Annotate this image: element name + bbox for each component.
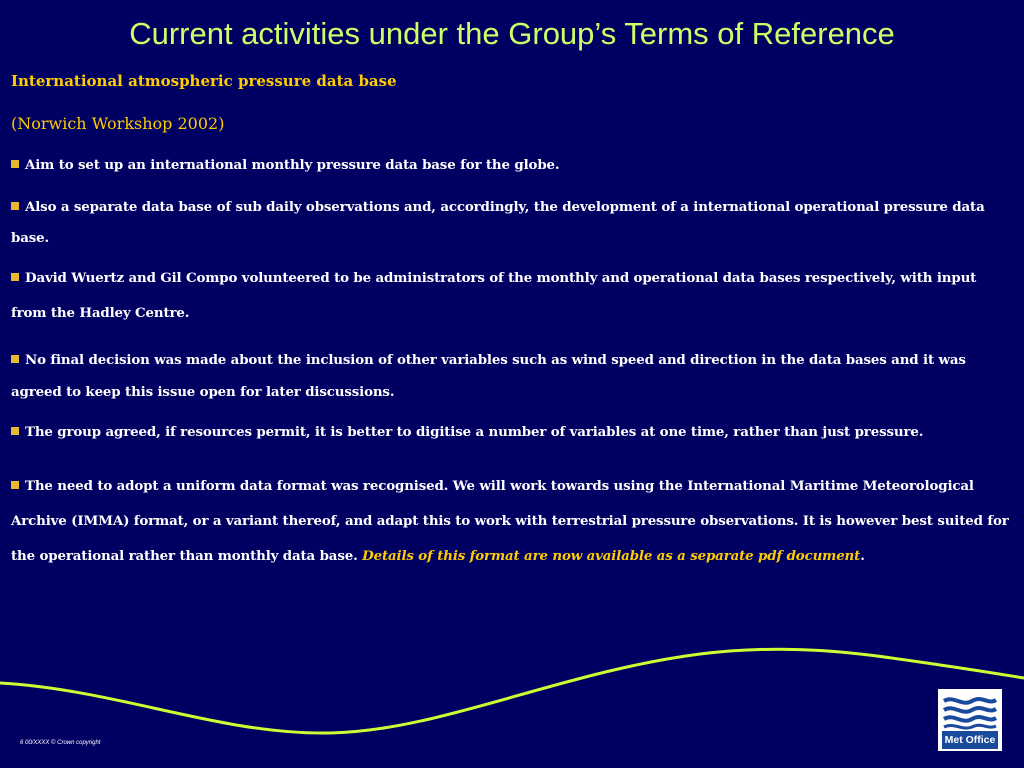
bullet-text: No final decision was made about the inclusion of other variables such as wind speed and direction in the data bases and it was agreed to keep this issue open for later discussions. xyxy=(11,352,966,400)
met-office-logo xyxy=(938,689,1002,751)
slide-title: Current activities under the Group’s Terms of Reference xyxy=(129,16,895,51)
bullet-end: . xyxy=(860,548,865,564)
bullet-text: Also a separate data base of sub daily observations and, accordingly, the development of a international operational pressure data base. xyxy=(11,199,985,246)
bullet-text: Aim to set up an international monthly pressure data base for the globe. xyxy=(25,157,560,173)
bullet-text: The need to adopt a uniform data format was recognised. We will work towards using the International Maritime Meteorological Archive (IMMA) format, or a variant thereof, and adapt this to work with terrestrial pressure observations. It is however best suited for the operational rather than monthly data base. xyxy=(11,478,1009,564)
logo-label: Met Office xyxy=(942,731,998,749)
bullet-text: The group agreed, if resources permit, it is better to digitise a number of variables at one time, rather than just pressure. xyxy=(25,424,924,440)
logo-wave-icon xyxy=(942,693,998,731)
wave-line xyxy=(0,649,1024,733)
format-note: Details of this format are now available as a separate pdf document xyxy=(362,548,861,564)
section-subheading: (Norwich Workshop 2002) xyxy=(11,114,225,133)
footer: 6 00/XXXX © Crown copyright xyxy=(20,740,101,746)
section-heading: International atmospheric pressure data base xyxy=(11,72,397,90)
bullet-text: David Wuertz and Gil Compo volunteered to be administrators of the monthly and operational data bases respectively, with input from the Hadley Centre. xyxy=(11,270,977,321)
